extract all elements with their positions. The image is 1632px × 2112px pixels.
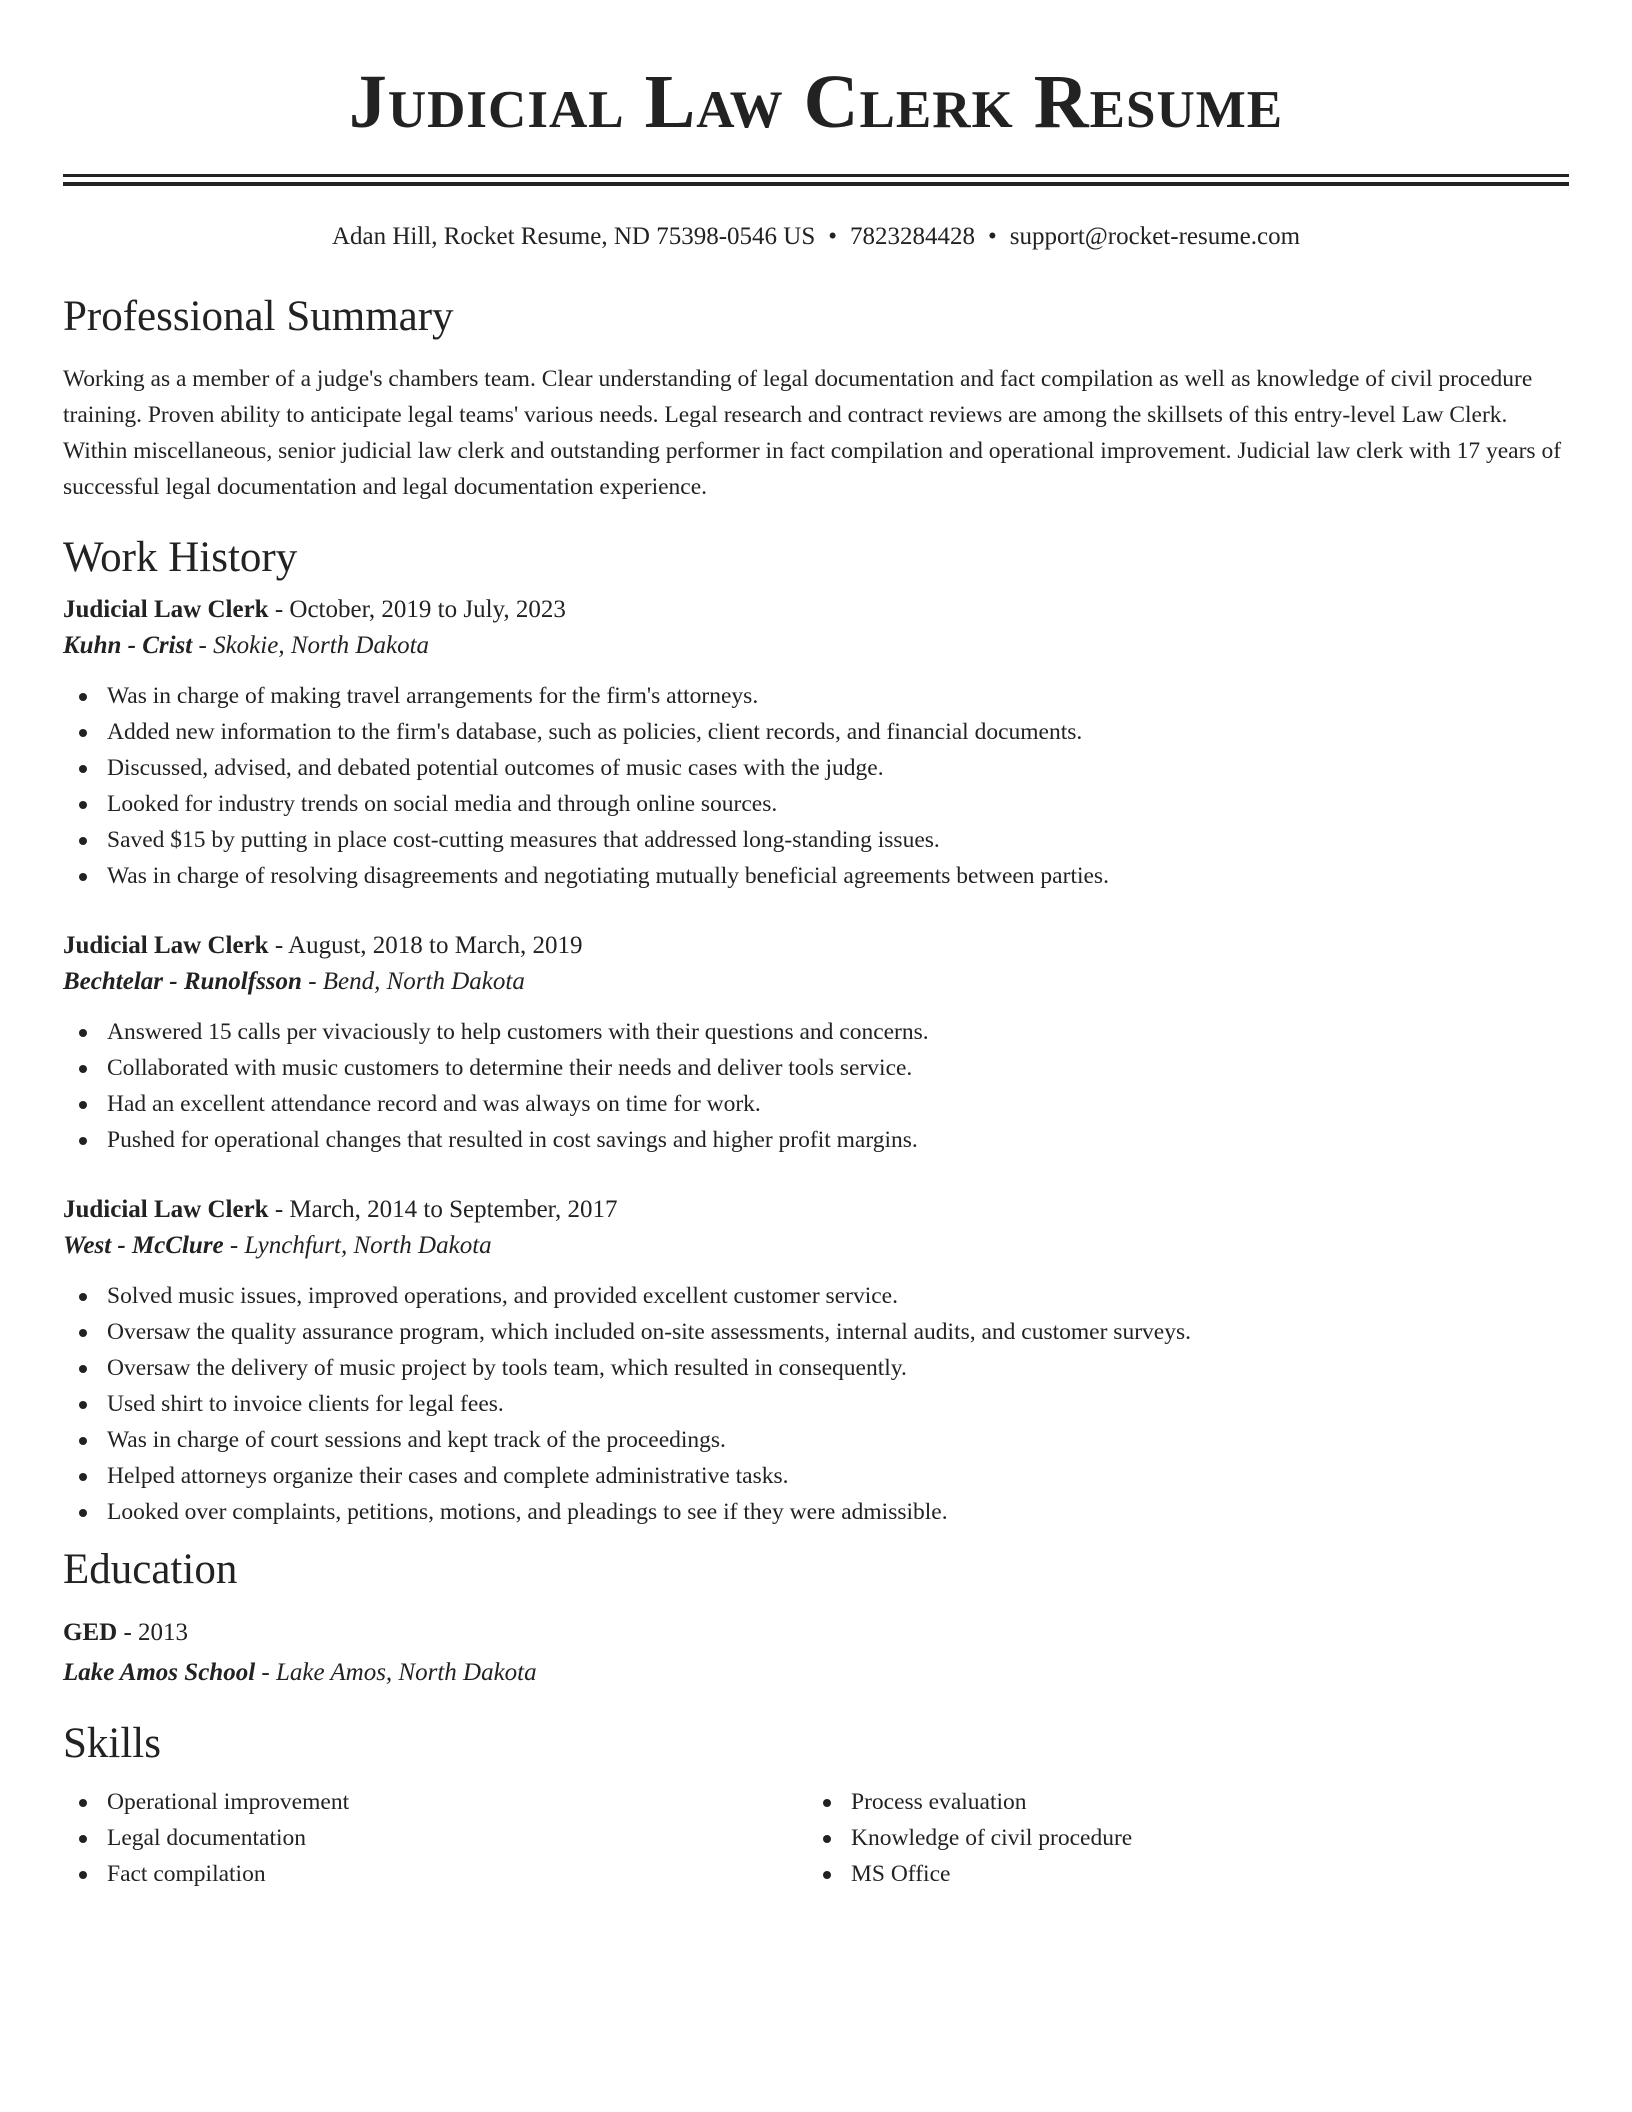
job-duties-list (63, 1014, 1569, 1158)
education-institution: Lake Amos School - Lake Amos, North Dakota (63, 1659, 537, 1686)
job-employer: Kuhn - Crist - Skokie, North Dakota (63, 632, 430, 659)
summary-heading: Professional Summary (63, 293, 454, 340)
list-item: Was in charge of resolving disagreements and negotiating mutually beneficial agreements between parties. (63, 858, 1569, 894)
skill-item: Process evaluation (807, 1784, 1551, 1820)
education-year: 2013 (138, 1619, 189, 1646)
job-entry (63, 1192, 1569, 1530)
list-item: Had an excellent attendance record and was always on time for work. (63, 1086, 1569, 1122)
list-item: Oversaw the quality assurance program, which included on-site assessments, internal audits, and customer surveys. (63, 1314, 1569, 1350)
education-location: Lake Amos, North Dakota (275, 1659, 537, 1686)
skills-heading: Skills (63, 1720, 161, 1767)
list-item: Helped attorneys organize their cases and complete administrative tasks. (63, 1458, 1569, 1494)
skill-item: Knowledge of civil procedure (807, 1820, 1551, 1856)
job-entry (63, 928, 1569, 1158)
skills-column-left (63, 1784, 807, 1892)
list-item: Added new information to the firm's database, such as policies, client records, and financial documents. (63, 714, 1569, 750)
job-company: Kuhn - Crist (63, 632, 193, 659)
job-header: Judicial Law Clerk - August, 2018 to March, 2019 (63, 932, 583, 959)
skills-grid (63, 1784, 1569, 1892)
education-school: Lake Amos School (63, 1659, 256, 1686)
contact-line (63, 220, 1569, 254)
contact-email: support@rocket-resume.com (1009, 223, 1301, 250)
job-duties-list (63, 678, 1569, 894)
list-item: Discussed, advised, and debated potential outcomes of music cases with the judge. (63, 750, 1569, 786)
contact-phone: 7823284428 (850, 223, 975, 250)
job-location: Lynchfurt, North Dakota (244, 1232, 492, 1259)
job-duties-list (63, 1278, 1569, 1530)
job-header: Judicial Law Clerk - March, 2014 to September, 2017 (63, 1196, 618, 1223)
job-location: Skokie, North Dakota (213, 632, 430, 659)
skill-item: Legal documentation (63, 1820, 807, 1856)
job-company: Bechtelar - Runolfsson (63, 968, 302, 995)
list-item: Was in charge of court sessions and kept track of the proceedings. (63, 1422, 1569, 1458)
list-item: Used shirt to invoice clients for legal fees. (63, 1386, 1569, 1422)
job-company: West - McClure (63, 1232, 224, 1259)
skill-item: Fact compilation (63, 1856, 807, 1892)
contact-separator: • (988, 223, 997, 250)
education-header: GED - 2013 (63, 1619, 189, 1646)
education-degree: GED (63, 1619, 118, 1646)
job-location: Bend, North Dakota (322, 968, 525, 995)
list-item: Solved music issues, improved operations, and provided excellent customer service. (63, 1278, 1569, 1314)
job-employer: West - McClure - Lynchfurt, North Dakota (63, 1232, 492, 1259)
education-heading: Education (63, 1546, 238, 1593)
job-dates: August, 2018 to March, 2019 (288, 932, 583, 959)
list-item: Looked over complaints, petitions, motions, and pleadings to see if they were admissible. (63, 1494, 1569, 1530)
list-item: Was in charge of making travel arrangements for the firm's attorneys. (63, 678, 1569, 714)
job-employer: Bechtelar - Runolfsson - Bend, North Dakota (63, 968, 525, 995)
skills-column-right (807, 1784, 1551, 1892)
list-item: Answered 15 calls per vivaciously to help customers with their questions and concerns. (63, 1014, 1569, 1050)
contact-separator: • (828, 223, 837, 250)
summary-text: Working as a member of a judge's chambers team. Clear understanding of legal documentation and fact compilation as well as knowledge of civil procedure training. Proven ability to anticipate legal teams' various needs. Legal research and contract reviews are among the skillsets of this entry-level Law Clerk. Within miscellaneous, senior judicial law clerk and outstanding performer in fact compilation and operational improvement. Judicial law clerk with 17 years of successful legal documentation and legal documentation experience. (63, 366, 1562, 500)
page-title: Judicial Law Clerk Resume (348, 60, 1284, 144)
contact-address: Adan Hill, Rocket Resume, ND 75398-0546 US (331, 223, 816, 250)
skills-list (807, 1784, 1551, 1892)
list-item: Looked for industry trends on social media and through online sources. (63, 786, 1569, 822)
skills-list (63, 1784, 807, 1892)
skill-item: Operational improvement (63, 1784, 807, 1820)
job-entry (63, 592, 1569, 894)
list-item: Saved $15 by putting in place cost-cutting measures that addressed long-standing issues. (63, 822, 1569, 858)
skill-item: MS Office (807, 1856, 1551, 1892)
job-header: Judicial Law Clerk - October, 2019 to July, 2023 (63, 596, 566, 623)
work-history-heading: Work History (63, 534, 298, 581)
job-role: Judicial Law Clerk (63, 932, 269, 959)
list-item: Collaborated with music customers to determine their needs and deliver tools service. (63, 1050, 1569, 1086)
job-dates: October, 2019 to July, 2023 (289, 596, 566, 623)
list-item: Pushed for operational changes that resulted in cost savings and higher profit margins. (63, 1122, 1569, 1158)
job-dates: March, 2014 to September, 2017 (289, 1196, 618, 1223)
job-role: Judicial Law Clerk (63, 1196, 269, 1223)
title-divider (63, 174, 1569, 186)
job-role: Judicial Law Clerk (63, 596, 269, 623)
list-item: Oversaw the delivery of music project by tools team, which resulted in consequently. (63, 1350, 1569, 1386)
